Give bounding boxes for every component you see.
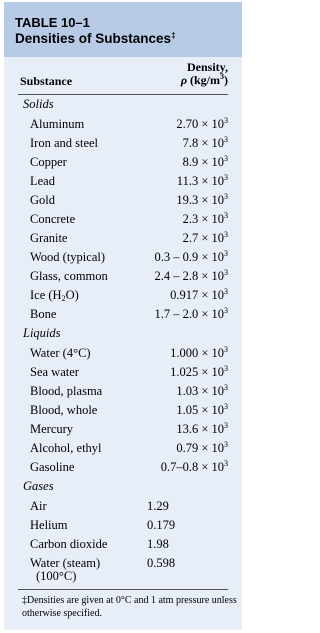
density-value: 0.179 (147, 518, 176, 532)
substance-name: Sea water (30, 365, 79, 379)
substance-name: Copper (30, 155, 67, 169)
substance-name: Blood, whole (30, 403, 98, 417)
substance-name-line2: (100°C) (36, 569, 77, 583)
density-value: $8.9 \times 10^3$ (182, 154, 228, 169)
density-value: $13.6 \times 10^3$ (176, 421, 228, 436)
substance-name: Carbon dioxide (30, 537, 108, 551)
density-value: $1.025 \times 10^3$ (170, 364, 228, 379)
density-value: $2.7 \times 10^3$ (182, 230, 228, 245)
substance-name: Wood (typical) (30, 250, 106, 264)
density-value: $2.3 \times 10^3$ (182, 211, 228, 226)
density-value: $2.70 \times 10^3$ (176, 116, 228, 131)
substance-name: Bone (30, 307, 57, 321)
substance-name: Water (4°C) (30, 346, 91, 360)
density-value: $19.3 \times 10^3$ (176, 192, 228, 207)
substance-name: Concrete (30, 212, 76, 226)
substance-name: Aluminum (30, 117, 85, 131)
table-title: Densities of Substances‡ (15, 31, 176, 46)
density-value: 1.98 (147, 537, 169, 551)
density-value: $0.3 - 0.9 \times 10^3$ (154, 249, 228, 264)
category-label: Solids (23, 97, 54, 111)
footer-rule (18, 589, 228, 590)
substance-name: Gold (30, 193, 55, 207)
substance-name: Granite (30, 231, 68, 245)
column-header-substance: Substance (20, 74, 73, 88)
category-label: Liquids (23, 326, 61, 340)
substance-name: Blood, plasma (30, 384, 103, 398)
density-value: $1.000 \times 10^3$ (170, 345, 228, 360)
density-value: $0.7-0.8 \times 10^3$ (160, 459, 228, 474)
substance-name: Helium (30, 518, 68, 532)
substance-name: Mercury (30, 422, 74, 436)
density-value: $1.05 \times 10^3$ (176, 402, 228, 417)
substance-name: Lead (30, 174, 55, 188)
table-header (4, 2, 242, 57)
substance-name: Ice $(H_2O)$ (30, 288, 79, 303)
density-value: $0.79 \times 10^3$ (176, 440, 228, 455)
substance-name: Alcohol, ethyl (30, 441, 102, 455)
footnote: ‡Densities are given at 0°C and 1 atm pressure unless otherwise specified. (22, 595, 237, 619)
header-rule (18, 94, 228, 95)
substance-name: Air (30, 499, 47, 513)
substance-name: Gasoline (30, 460, 75, 474)
density-value: 0.598 (147, 556, 176, 570)
substance-name: Water (steam) (30, 556, 101, 570)
density-value: 1.29 (147, 499, 169, 513)
table-number: TABLE 10–1 (15, 15, 90, 30)
density-value: $1.03 \times 10^3$ (176, 383, 228, 398)
density-value: $7.8 \times 10^3$ (182, 135, 228, 150)
density-value: $11.3 \times 10^3$ (176, 173, 228, 188)
category-label: Gases (23, 479, 54, 493)
density-value: $1.7 - 2.0 \times 10^3$ (154, 306, 228, 321)
substance-name: Glass, common (30, 269, 108, 283)
column-header-density-unit: ρ $(kg/m^3)$ (180, 72, 228, 87)
substance-name: Iron and steel (30, 136, 99, 150)
density-value: $0.917 \times 10^3$ (170, 287, 228, 302)
density-value: $2.4 - 2.8 \times 10^3$ (154, 268, 228, 283)
column-header-density: Density, (186, 60, 228, 74)
